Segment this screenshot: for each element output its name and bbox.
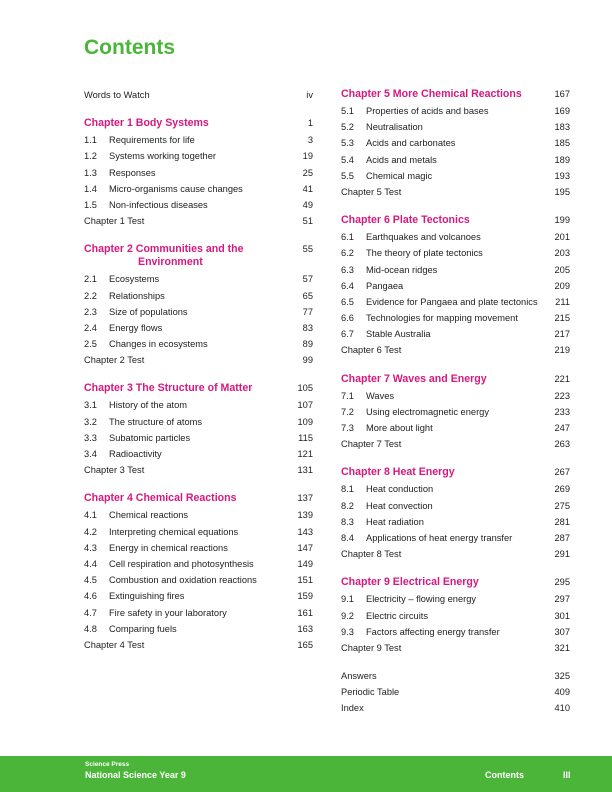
section-title: Neutralisation [366,122,423,133]
toc-section[interactable] [341,103,570,119]
section-page: 149 [297,558,313,569]
toc-section[interactable] [84,446,313,462]
chapter-title: Chapter 8 Heat Energy [341,466,455,479]
chapter-block-9 [341,576,570,656]
section-number: 2.5 [84,339,97,350]
section-title: Comparing fuels [109,623,177,634]
section-title: Ecosystems [109,274,160,285]
chapter-test-page: 219 [554,345,570,356]
toc-section[interactable] [84,507,313,523]
section-title: Electric circuits [366,610,428,621]
section-page: 121 [297,449,313,459]
section-page: 159 [297,591,313,602]
toc-entry-periodic-table[interactable] [341,684,570,700]
toc-section[interactable] [84,556,313,572]
chapter-block-3 [84,382,313,478]
section-number: 6.5 [341,296,354,307]
section-title: Relationships [109,290,165,301]
toc-section[interactable] [84,132,313,148]
chapter-title: Chapter 3 The Structure of Matter [84,382,253,395]
section-title: Extinguishing fires [109,591,185,602]
section-number: 1.4 [84,183,97,194]
section-page: 3 [307,135,313,146]
toc-section[interactable] [84,397,313,413]
section-number: 8.2 [341,500,354,511]
section-number: 7.2 [341,406,354,417]
toc-section[interactable] [84,430,313,446]
chapter-page: 199 [554,215,570,226]
section-page: 139 [297,510,313,521]
chapter-test-page: 51 [302,216,313,227]
section-number: 7.3 [341,423,354,433]
section-number: 4.7 [84,607,97,618]
section-number: 5.4 [341,154,354,165]
section-number: 5.5 [341,170,354,181]
chapter-test[interactable] [84,637,313,653]
section-title: Size of populations [109,306,188,317]
section-page: 107 [297,400,313,411]
toc-section[interactable] [341,608,570,624]
section-number: 4.2 [84,526,97,537]
chapter-page: 55 [302,244,313,255]
chapter-title-line1: Chapter 2 Communities and the [84,243,244,256]
section-page: 189 [554,154,570,165]
toc-section[interactable] [84,336,313,352]
chapter-test-title: Chapter 2 Test [84,355,145,366]
section-title: Responses [109,167,156,178]
chapter-title: Chapter 6 Plate Tectonics [341,214,470,227]
footer-section-name: Contents [485,770,524,780]
chapter-title: Chapter 1 Body Systems [84,117,209,130]
toc-section[interactable] [341,168,570,184]
section-page: 147 [297,542,313,553]
toc-section[interactable] [341,514,570,530]
chapter-heading[interactable] [341,88,570,101]
chapter-heading[interactable] [84,492,313,505]
chapter-test[interactable] [341,640,570,656]
chapter-test[interactable] [341,184,570,200]
section-number: 6.4 [341,280,354,291]
chapter-block-1 [84,117,313,229]
section-page: 307 [554,626,570,637]
section-number: 2.3 [84,306,97,317]
section-title: Changes in ecosystems [109,339,208,350]
chapter-block-6 [341,214,570,359]
section-number: 6.7 [341,329,354,340]
section-number: 4.6 [84,591,97,602]
section-title: Energy in chemical reactions [109,542,228,553]
chapter-test-page: 291 [554,549,570,560]
page-number: III [563,770,571,780]
chapter-test-title: Chapter 3 Test [84,465,145,476]
section-page: 209 [554,280,570,291]
book-title: National Science Year 9 [85,770,186,780]
toc-section[interactable] [341,420,570,436]
section-number: 3.4 [84,449,97,459]
toc-entry-page: iv [306,90,313,100]
toc-section[interactable] [84,271,313,287]
page-title: Contents [84,36,175,59]
contents-right-column [341,87,570,717]
section-title: Fire safety in your laboratory [109,607,227,618]
section-title: Heat convection [366,500,433,511]
section-title: Heat radiation [366,516,424,527]
section-number: 4.5 [84,575,97,586]
section-number: 6.6 [341,313,354,324]
section-number: 1.2 [84,151,97,162]
toc-entry-answers[interactable] [341,668,570,684]
section-title: The theory of plate tectonics [366,248,483,259]
chapter-test-title: Chapter 9 Test [341,642,402,653]
chapter-page: 105 [297,383,313,394]
section-title: Waves [366,390,395,401]
section-title: Acids and metals [366,154,437,165]
chapter-heading[interactable] [341,214,570,227]
section-title: More about light [366,423,433,433]
toc-section[interactable] [341,119,570,135]
chapter-test-page: 165 [297,639,313,650]
chapter-heading[interactable] [84,117,313,130]
section-number: 6.1 [341,232,354,243]
toc-section[interactable] [84,197,313,213]
toc-section[interactable] [341,624,570,640]
section-number: 7.1 [341,390,354,401]
chapter-test-page: 131 [297,465,313,476]
toc-section[interactable] [341,326,570,342]
chapter-page: 137 [297,493,313,504]
chapter-title-line2: Environment [138,256,203,269]
section-title: Requirements for life [109,135,195,146]
section-page: 223 [554,390,570,401]
toc-section[interactable] [84,572,313,588]
section-page: 89 [302,339,313,350]
section-title: Technologies for mapping movement [366,313,518,324]
section-page: 185 [554,138,570,149]
toc-section[interactable] [341,229,570,245]
section-page: 281 [554,516,570,527]
section-title: Electricity – flowing energy [366,594,477,605]
section-number: 8.1 [341,484,354,495]
section-page: 183 [554,122,570,133]
toc-section[interactable] [341,262,570,278]
section-title: Stable Australia [366,329,431,340]
section-title: The structure of atoms [109,416,203,427]
section-page: 215 [554,313,570,324]
section-page: 77 [302,306,313,317]
section-page: 247 [554,423,570,433]
section-number: 3.3 [84,432,97,443]
section-number: 1.3 [84,167,97,178]
chapter-test-page: 195 [554,186,570,197]
section-number: 5.3 [341,138,354,149]
toc-entry-page: 325 [554,671,570,682]
toc-section[interactable] [84,588,313,604]
chapter-page: 295 [554,577,570,588]
section-title: Energy flows [109,322,163,333]
chapter-test[interactable] [84,462,313,478]
section-page: 41 [302,183,313,194]
section-page: 65 [302,290,313,301]
toc-entry-title: Words to Watch [84,90,150,100]
toc-entry-title: Index [341,703,364,714]
section-page: 233 [554,406,570,417]
section-page: 269 [554,484,570,495]
section-number: 9.1 [341,594,354,605]
chapter-heading[interactable] [341,373,570,386]
section-page: 169 [554,106,570,116]
chapter-test-page: 263 [554,439,570,450]
section-page: 287 [554,532,570,543]
section-page: 297 [554,594,570,605]
chapter-test[interactable] [84,352,313,368]
section-number: 8.3 [341,516,354,527]
chapter-block-7 [341,373,570,453]
toc-section[interactable] [84,605,313,621]
section-title: Factors affecting energy transfer [366,626,500,637]
chapter-heading[interactable] [341,466,570,479]
toc-section[interactable] [341,481,570,497]
toc-section[interactable] [341,404,570,420]
chapter-page: 167 [554,89,570,99]
section-page: 19 [302,151,313,162]
section-page: 143 [297,526,313,537]
chapter-test-title: Chapter 6 Test [341,345,402,356]
section-number: 4.4 [84,558,97,569]
section-page: 161 [297,607,313,618]
toc-section[interactable] [341,135,570,151]
chapter-heading[interactable] [341,576,570,589]
publisher-name: Science Press [85,761,130,768]
section-page: 211 [555,296,570,307]
section-page: 217 [554,329,570,340]
chapter-test-title: Chapter 4 Test [84,639,145,650]
chapter-test-title: Chapter 7 Test [341,439,402,450]
chapter-test-page: 321 [554,642,570,653]
section-page: 163 [297,623,313,634]
section-number: 5.1 [341,106,354,116]
chapter-block-8 [341,466,570,562]
back-matter [341,668,570,717]
section-number: 9.2 [341,610,354,621]
chapter-page: 221 [554,373,570,384]
chapter-page: 267 [554,467,570,478]
chapter-test[interactable] [341,546,570,562]
chapter-title [84,243,303,269]
section-title: History of the atom [109,400,188,411]
chapter-title: Chapter 7 Waves and Energy [341,372,487,385]
toc-section[interactable] [84,540,313,556]
section-number: 4.1 [84,510,97,521]
section-page: 83 [302,322,313,333]
section-title: Subatomic particles [109,432,191,443]
toc-section[interactable] [84,165,313,181]
page-footer [0,756,612,792]
chapter-test-page: 99 [302,355,313,366]
toc-section[interactable] [341,530,570,546]
toc-entry-title: Periodic Table [341,687,400,698]
section-title: Systems working together [109,151,216,162]
toc-entry-page: 410 [554,703,570,714]
section-page: 201 [554,232,570,243]
toc-section[interactable] [84,148,313,164]
chapter-test[interactable] [341,436,570,452]
section-number: 6.3 [341,264,354,275]
chapter-test[interactable] [84,213,313,229]
section-page: 109 [297,416,313,427]
section-title: Acids and carbonates [366,138,456,149]
section-page: 57 [302,274,313,285]
section-title: Earthquakes and volcanoes [366,232,481,243]
chapter-title: Chapter 4 Chemical Reactions [84,492,237,505]
section-number: 2.1 [84,274,97,285]
toc-section[interactable] [341,278,570,294]
toc-section[interactable] [341,245,570,261]
section-page: 151 [297,575,313,586]
section-title: Micro-organisms cause changes [109,183,243,194]
toc-entry-title: Answers [341,671,377,682]
chapter-test-title: Chapter 5 Test [341,186,402,197]
toc-entry-page: 409 [554,687,570,698]
chapter-block-4 [84,492,313,653]
section-number: 4.3 [84,542,97,553]
section-number: 5.2 [341,122,354,133]
toc-section[interactable] [341,152,570,168]
section-title: Heat conduction [366,484,434,495]
toc-section[interactable] [341,310,570,326]
section-title: Non-infectious diseases [109,199,208,210]
section-number: 2.4 [84,322,97,333]
section-number: 8.4 [341,532,354,543]
section-number: 1.5 [84,199,97,210]
section-title: Mid-ocean ridges [366,264,438,275]
section-title: Interpreting chemical equations [109,526,239,537]
toc-section[interactable] [84,304,313,320]
chapter-test[interactable] [341,342,570,358]
toc-section[interactable] [84,414,313,430]
section-number: 4.8 [84,623,97,634]
section-number: 1.1 [84,135,97,146]
chapter-heading[interactable] [84,243,313,269]
section-title: Chemical reactions [109,510,189,521]
chapter-test-title: Chapter 8 Test [341,549,402,560]
section-title: Evidence for Pangaea and plate tectonics [366,296,538,307]
section-title: Combustion and oxidation reactions [109,575,257,586]
toc-section[interactable] [341,388,570,404]
toc-section[interactable] [84,181,313,197]
toc-section[interactable] [341,591,570,607]
section-page: 49 [302,199,313,210]
section-page: 115 [298,432,313,443]
section-page: 193 [554,170,570,181]
chapter-title: Chapter 9 Electrical Energy [341,576,479,589]
section-number: 3.1 [84,400,97,411]
toc-section[interactable] [84,320,313,336]
toc-section[interactable] [84,621,313,637]
section-title: Properties of acids and bases [366,106,489,116]
section-page: 275 [554,500,570,511]
toc-section[interactable] [84,288,313,304]
section-title: Applications of heat energy transfer [366,532,513,543]
section-number: 3.2 [84,416,97,427]
section-number: 9.3 [341,626,354,637]
section-number: 2.2 [84,290,97,301]
toc-section[interactable] [341,498,570,514]
toc-section[interactable] [341,294,570,310]
section-page: 203 [554,248,570,259]
section-title: Chemical magic [366,170,433,181]
section-title: Pangaea [366,280,404,291]
toc-entry-words-to-watch[interactable] [84,87,313,103]
chapter-block-5 [341,88,570,200]
chapter-test-title: Chapter 1 Test [84,216,145,227]
section-page: 205 [554,264,570,275]
chapter-page: 1 [307,118,313,129]
section-title: Cell respiration and photosynthesis [109,558,254,569]
toc-section[interactable] [84,524,313,540]
section-title: Using electromagnetic energy [366,406,489,417]
contents-left-column [84,87,313,653]
chapter-heading[interactable] [84,382,313,395]
chapter-block-2 [84,243,313,368]
chapter-title: Chapter 5 More Chemical Reactions [341,88,522,100]
section-page: 25 [302,167,313,178]
section-page: 301 [554,610,570,621]
toc-entry-index[interactable] [341,700,570,716]
section-title: Radioactivity [109,449,162,459]
section-number: 6.2 [341,248,354,259]
